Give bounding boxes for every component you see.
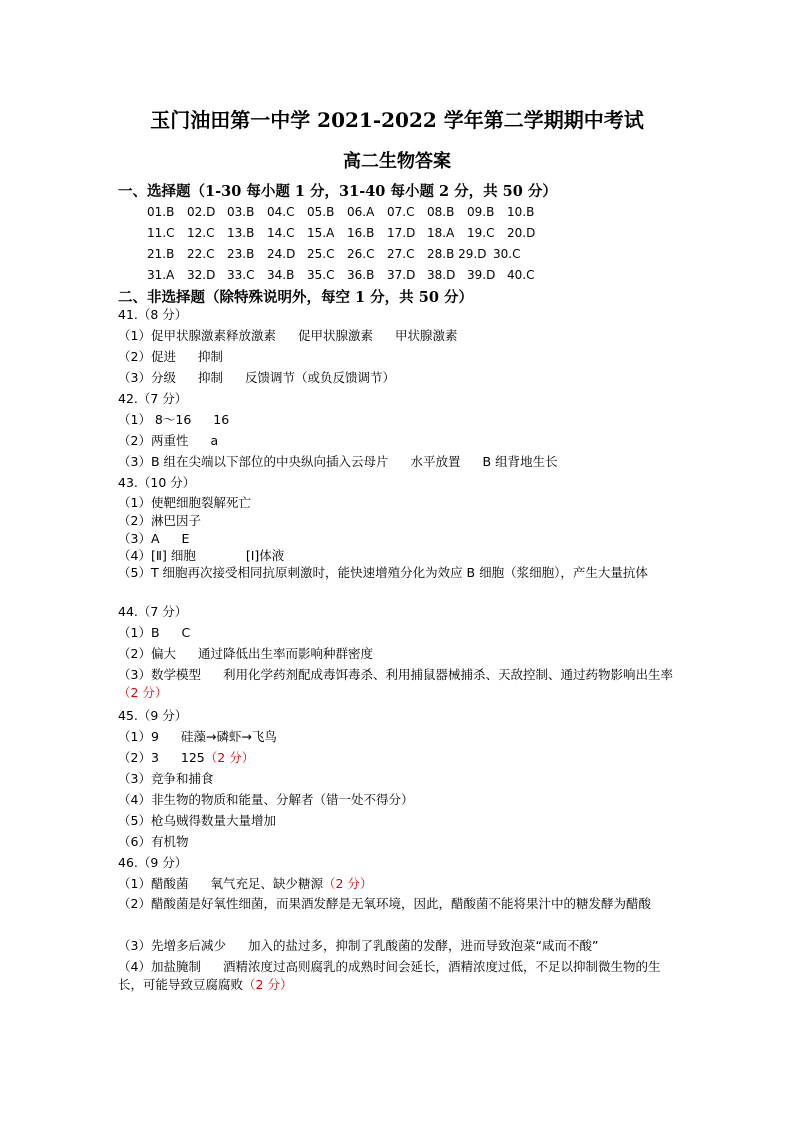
mc-answer: 30.C bbox=[493, 247, 521, 261]
q46-answer-1 bbox=[118, 875, 372, 893]
section2-heading: 二、非选择题（除特殊说明外，每空 1 分，共 50 分） bbox=[118, 289, 473, 306]
mc-answer: 35.C bbox=[307, 268, 335, 282]
mc-answer: 24.D bbox=[267, 247, 296, 261]
q44-a2: （2）偏大 bbox=[118, 646, 176, 661]
q41-a1c: 甲状腺激素 bbox=[394, 328, 458, 343]
q44-answer-3 bbox=[118, 666, 678, 702]
q42-answer-1 bbox=[118, 411, 229, 429]
q43-answer-1: （1）使靶细胞裂解死亡 bbox=[118, 495, 251, 510]
q44-answer-1 bbox=[118, 624, 190, 642]
q46-a1-score-mark: （2 分） bbox=[322, 876, 373, 891]
mc-answer: 25.C bbox=[307, 247, 335, 261]
q46-number: 46.（9 分） bbox=[118, 855, 188, 870]
mc-answer: 06.A bbox=[347, 205, 375, 219]
q45-a2-score-mark: （2 分） bbox=[204, 750, 255, 765]
q41-a3c: 反馈调节（或负反馈调节） bbox=[244, 370, 395, 385]
q41-a2: （2）促进 bbox=[118, 349, 176, 364]
mc-answer: 20.D bbox=[507, 226, 536, 240]
q44-number: 44.（7 分） bbox=[118, 604, 188, 619]
q46-answer-3 bbox=[118, 937, 598, 955]
q42-a1b: 16 bbox=[213, 412, 230, 427]
q43-a3: （3）A bbox=[118, 531, 160, 546]
q46-a4b: 酒精浓度过高则腐乳的成熟时间会延长，酒精浓度过低，不足以抑制微生物的生长，可能导致豆腐腐败 bbox=[118, 959, 661, 992]
q45-number: 45.（9 分） bbox=[118, 708, 188, 723]
q41-answer-3 bbox=[118, 369, 395, 387]
q46-a1: （1）醋酸菌 bbox=[118, 876, 189, 891]
mc-answer: 31.A bbox=[147, 268, 175, 282]
mc-answer: 27.C bbox=[387, 247, 415, 261]
mc-answer: 40.C bbox=[507, 268, 535, 282]
q45-a1: （1）9 bbox=[118, 729, 159, 744]
q44-a3: （3）数学模型 bbox=[118, 667, 201, 682]
mc-answer: 14.C bbox=[267, 226, 295, 240]
q41-number: 41.（8 分） bbox=[118, 307, 188, 322]
q43-answer-3 bbox=[118, 530, 189, 548]
mc-row-4 bbox=[147, 268, 547, 282]
q43-answer-4 bbox=[118, 547, 284, 565]
mc-answer: 28.B 29.D bbox=[427, 247, 487, 261]
q43-a4b: [Ⅰ]体液 bbox=[245, 548, 285, 563]
q45-answer-4: （4）非生物的物质和能量、分解者（错一处不得分） bbox=[118, 792, 414, 807]
mc-answer: 22.C bbox=[187, 247, 215, 261]
mc-answer: 03.B bbox=[227, 205, 255, 219]
mc-answer: 16.B bbox=[347, 226, 375, 240]
q41-a1: （1）促甲状腺激素释放激素 bbox=[118, 328, 276, 343]
q44-answer-2 bbox=[118, 645, 373, 663]
mc-answer: 37.D bbox=[387, 268, 416, 282]
section1-heading: 一、选择题（1-30 每小题 1 分，31-40 每小题 2 分，共 50 分） bbox=[118, 183, 557, 200]
mc-answer: 09.B bbox=[467, 205, 495, 219]
mc-answer: 10.B bbox=[507, 205, 535, 219]
q44-a1: （1）B bbox=[118, 625, 160, 640]
q43-number: 43.（10 分） bbox=[118, 475, 196, 490]
mc-answer: 19.C bbox=[467, 226, 495, 240]
q46-a3b: 加入的盐过多，抑制了乳酸菌的发酵，进而导致泡菜“咸而不酸” bbox=[247, 938, 599, 953]
q42-a3: （3）B 组在尖端以下部位的中央纵向插入云母片 bbox=[118, 454, 389, 469]
q45-answer-3: （3）竞争和捕食 bbox=[118, 771, 214, 786]
mc-answer: 11.C bbox=[147, 226, 175, 240]
q45-answer-6: （6）有机物 bbox=[118, 834, 189, 849]
q42-number: 42.（7 分） bbox=[118, 391, 188, 406]
mc-answer: 32.D bbox=[187, 268, 216, 282]
mc-answer: 02.D bbox=[187, 205, 216, 219]
mc-answer: 13.B bbox=[227, 226, 255, 240]
mc-answer: 15.A bbox=[307, 226, 335, 240]
q42-answer-2 bbox=[118, 432, 218, 450]
q46-a4: （4）加盐腌制 bbox=[118, 959, 201, 974]
mc-row-1 bbox=[147, 205, 547, 219]
q44-a1b: C bbox=[181, 625, 191, 640]
mc-answer: 26.C bbox=[347, 247, 375, 261]
q41-answer-1 bbox=[118, 327, 458, 345]
q46-answer-4 bbox=[118, 958, 678, 994]
q42-a2b: a bbox=[210, 433, 219, 448]
mc-answer: 12.C bbox=[187, 226, 215, 240]
q43-answer-5: （5）T 细胞再次接受相同抗原刺激时，能快速增殖分化为效应 B 细胞（浆细胞），产生大量抗体 bbox=[118, 565, 648, 580]
q43-a3b: E bbox=[181, 531, 190, 546]
q42-a3c: B 组背地生长 bbox=[482, 454, 558, 469]
q45-answer-2 bbox=[118, 749, 254, 767]
q45-a2b: 125 bbox=[180, 750, 205, 765]
q46-answer-2: （2）醋酸菌是好氧性细菌，而果酒发酵是无氧环境，因此，醋酸菌不能将果汁中的糖发酵为醋酸 bbox=[118, 896, 651, 911]
q45-a2: （2）3 bbox=[118, 750, 159, 765]
mc-row-2 bbox=[147, 226, 547, 240]
mc-answer: 36.B bbox=[347, 268, 375, 282]
q45-answer-5: （5）枪乌贼得数量大量增加 bbox=[118, 813, 276, 828]
q45-a1b: 硅藻→磷虾→飞鸟 bbox=[180, 729, 277, 744]
mc-row-3 bbox=[147, 247, 533, 261]
q42-answer-3 bbox=[118, 453, 558, 471]
mc-answer: 18.A bbox=[427, 226, 455, 240]
mc-answer: 23.B bbox=[227, 247, 255, 261]
mc-answer: 21.B bbox=[147, 247, 175, 261]
q44-a3-score-mark: （2 分） bbox=[118, 685, 168, 700]
q41-a2b: 抑制 bbox=[197, 349, 223, 364]
q43-answer-2: （2）淋巴因子 bbox=[118, 513, 201, 528]
q42-a3b: 水平放置 bbox=[410, 454, 461, 469]
mc-answer: 34.B bbox=[267, 268, 295, 282]
q42-a1: （1） 8～16 bbox=[118, 412, 192, 427]
mc-answer: 17.D bbox=[387, 226, 416, 240]
mc-answer: 33.C bbox=[227, 268, 255, 282]
mc-answer: 07.C bbox=[387, 205, 415, 219]
q43-a4: （4）[Ⅱ] 细胞 bbox=[118, 548, 196, 563]
q41-answer-2 bbox=[118, 348, 223, 366]
q44-a3b: 利用化学药剂配成毒饵毒杀、利用捕鼠器械捕杀、天敌控制、通过药物影响出生率 bbox=[222, 667, 673, 682]
mc-answer: 39.D bbox=[467, 268, 496, 282]
exam-subtitle: 高二生物答案 bbox=[343, 151, 451, 172]
mc-answer: 05.B bbox=[307, 205, 335, 219]
exam-title: 玉门油田第一中学 2021-2022 学年第二学期期中考试 bbox=[150, 108, 644, 132]
q42-a2: （2）两重性 bbox=[118, 433, 189, 448]
mc-answer: 38.D bbox=[427, 268, 456, 282]
q44-a2b: 通过降低出生率而影响种群密度 bbox=[197, 646, 373, 661]
q41-a3b: 抑制 bbox=[197, 370, 223, 385]
mc-answer: 08.B bbox=[427, 205, 455, 219]
q41-a1b: 促甲状腺激素 bbox=[297, 328, 373, 343]
q46-a1b: 氧气充足、缺少糖源 bbox=[210, 876, 323, 891]
mc-answer: 04.C bbox=[267, 205, 295, 219]
q46-a4-score-mark: （2 分） bbox=[243, 977, 293, 992]
q41-a3: （3）分级 bbox=[118, 370, 176, 385]
q46-a3: （3）先增多后减少 bbox=[118, 938, 226, 953]
mc-answer: 01.B bbox=[147, 205, 175, 219]
q45-answer-1 bbox=[118, 728, 277, 746]
